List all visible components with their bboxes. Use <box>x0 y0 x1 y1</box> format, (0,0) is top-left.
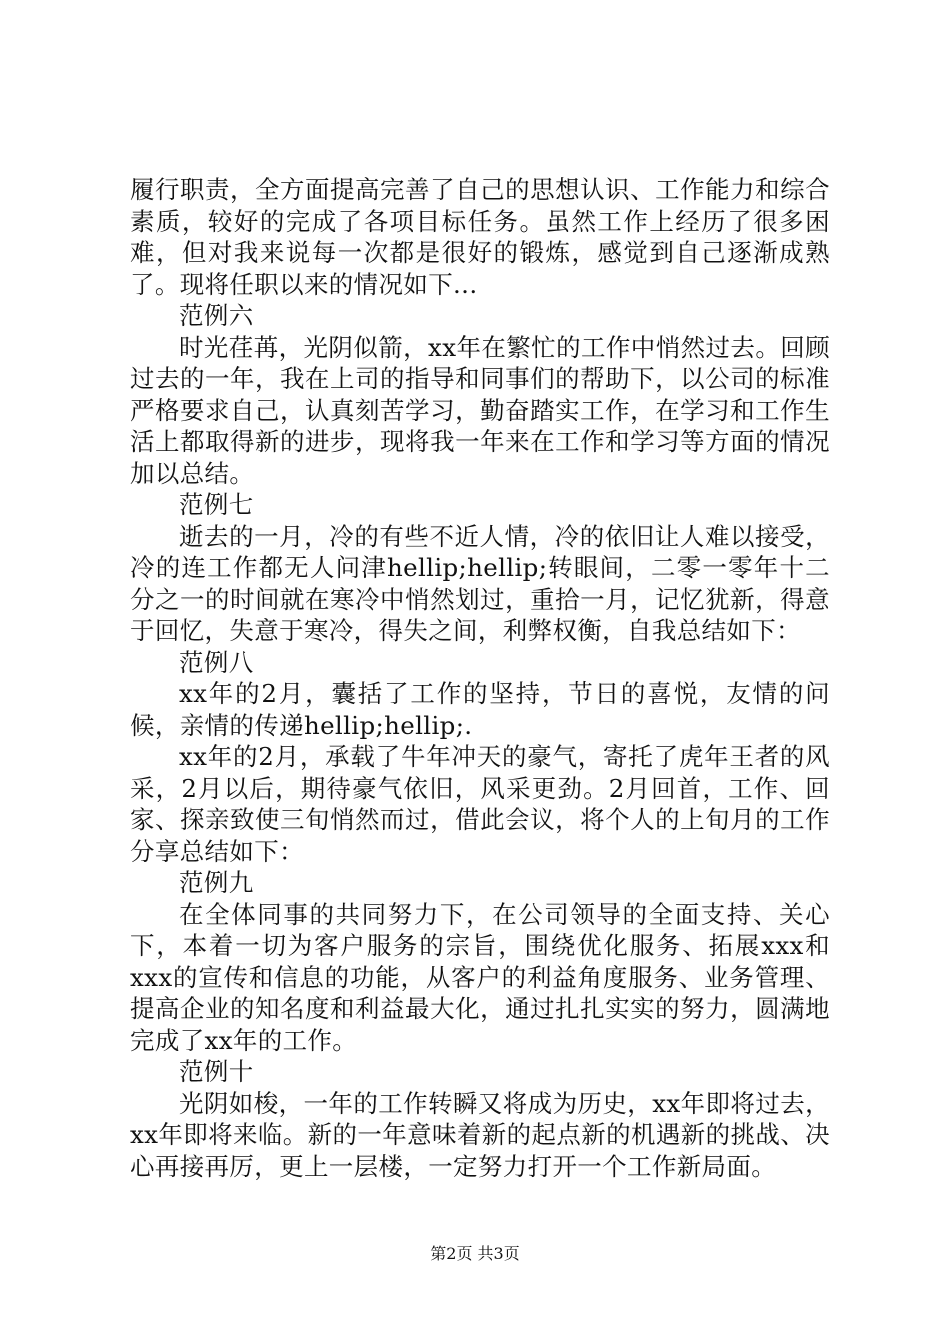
heading-example-6: 范例六 <box>179 301 254 330</box>
heading-example-9: 范例九 <box>179 868 254 897</box>
paragraph-intro: 履行职责，全方面提高完善了自己的思想认识、工作能力和综合素质，较好的完成了各项目标任务。虽然工作上经历了很多困难，但对我来说每一次都是很好的锻炼，感觉到自己逐渐成熟了。现将任职以来的情况如下... <box>130 175 830 299</box>
paragraph-example-7: 逝去的一月，冷的有些不近人情，冷的依旧让人难以接受，冷的连工作都无人问津hellip;hellip;转眼间，二零一零年十二分之一的时间就在寒冷中悄然划过，重拾一月，记忆犹新，得意于回忆，失意于寒冷，得失之间，利弊权衡，自我总结如下： <box>130 521 830 645</box>
paragraph-example-9: 在全体同事的共同努力下，在公司领导的全面支持、关心下，本着一切为客户服务的宗旨，围绕优化服务、拓展xxx和xxx的宣传和信息的功能，从客户的利益角度服务、业务管理、提高企业的知名度和利益最大化，通过扎扎实实的努力，圆满地完成了xx年的工作。 <box>130 899 830 1055</box>
heading-example-7: 范例七 <box>179 490 254 519</box>
heading-example-8: 范例八 <box>179 647 254 677</box>
paragraph-example-10: 光阴如梭，一年的工作转瞬又将成为历史，xx年即将过去，xx年即将来临。新的一年意味着新的起点新的机遇新的挑战、决心再接再厉，更上一层楼，一定努力打开一个工作新局面。 <box>130 1088 830 1181</box>
paragraph-example-6: 时光荏苒，光阴似箭，xx年在繁忙的工作中悄然过去。回顾过去的一年，我在上司的指导和同事们的帮助下，以公司的标准严格要求自己，认真刻苦学习，勤奋踏实工作，在学习和工作生活上都取得新的进步，现将我一年来在工作和学习等方面的情况加以总结。 <box>130 332 830 488</box>
paragraph-example-8a: xx年的2月，囊括了工作的坚持，节日的喜悦，友情的问候，亲情的传递hellip;hellip;. <box>130 679 830 740</box>
document-body <box>130 174 830 1182</box>
paragraph-example-8b: xx年的2月，承载了牛年冲天的豪气，寄托了虎年王者的风采，2月以后，期待豪气依旧，风采更劲。2月回首，工作、回家、探亲致使三旬悄然而过，借此会议，将个人的上旬月的工作分享总结如下： <box>130 742 830 866</box>
page-number-footer: 第2页 共3页 <box>430 1244 520 1263</box>
heading-example-10: 范例十 <box>179 1057 254 1086</box>
